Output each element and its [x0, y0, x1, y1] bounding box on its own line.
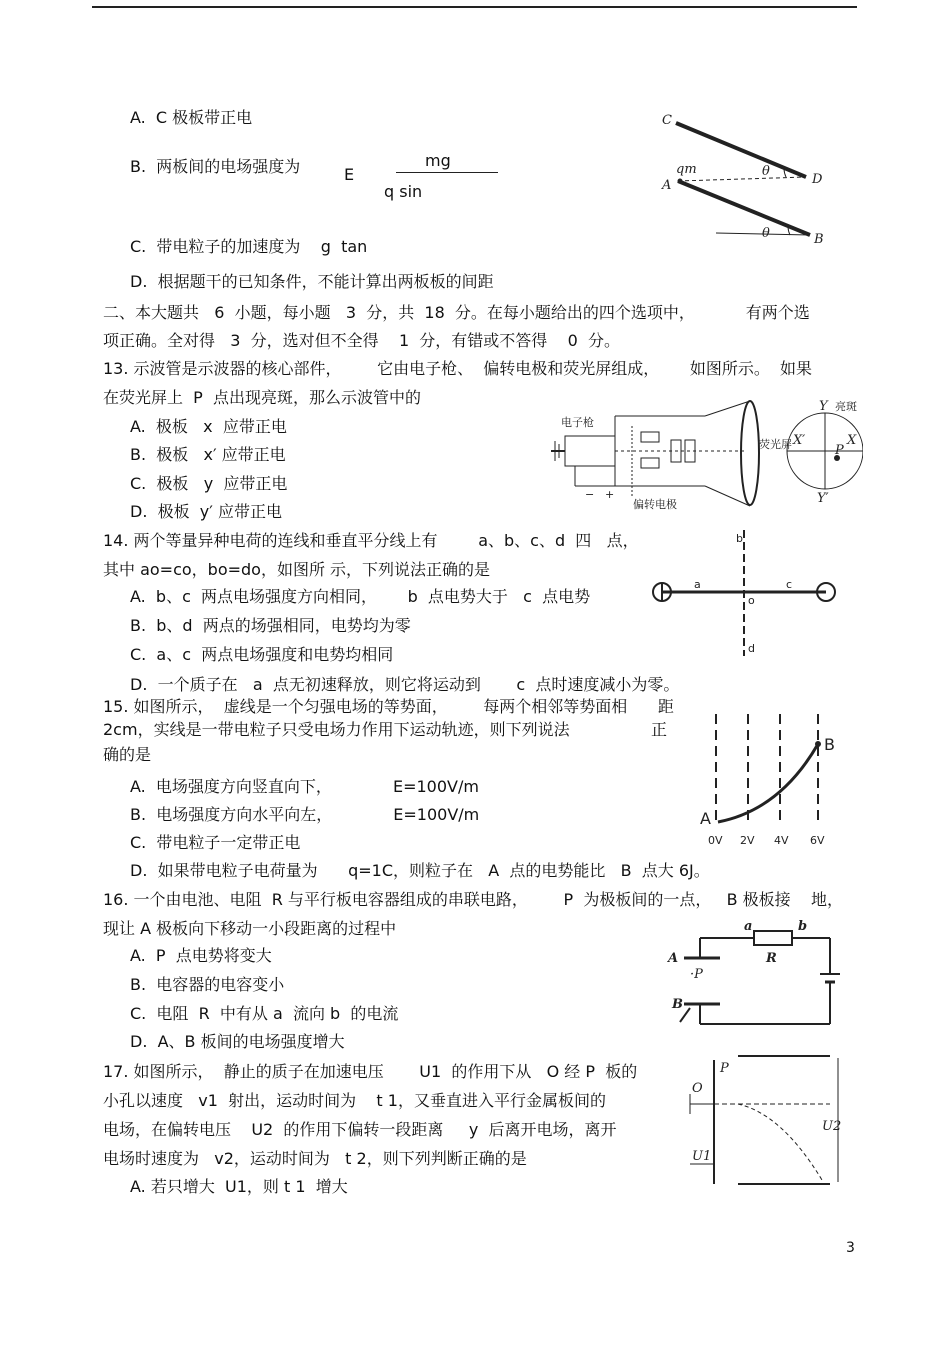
fig13-label-y: Y	[819, 399, 828, 414]
fig14-label-c: c	[786, 578, 793, 591]
fig17-label-u2: U2	[822, 1119, 842, 1134]
fig12-label-qm: qm	[676, 162, 697, 177]
fig15-label-2v: 2V	[740, 834, 755, 847]
fig16-label-r: R	[766, 951, 777, 966]
figure-q15-equipotential	[700, 710, 850, 850]
fig14-label-a: a	[694, 578, 701, 591]
fig14-label-d: d	[748, 642, 755, 655]
q13-option-d: D. 极板 y′ 应带正电	[130, 502, 282, 521]
q17-stem-line4: 电场时速度为 v2，运动时间为 t 2，则下列判断正确的是	[103, 1149, 527, 1168]
fig17-label-u1: U1	[692, 1149, 712, 1164]
figure-q17-deflection	[672, 1054, 852, 1190]
fig13-label-screen: 荧光屏	[759, 438, 792, 451]
figure-q13-oscilloscope	[545, 396, 863, 514]
fig13-label-yp: Y′	[817, 491, 829, 506]
fig13-label-plus: +	[605, 488, 615, 501]
q12-formula-e: E	[344, 165, 355, 184]
fig12-label-d: D	[812, 172, 823, 187]
q15-option-a: A. 电场强度方向竖直向下， E=100V/m	[130, 777, 479, 796]
figure-q12-plates	[656, 105, 836, 253]
q14-option-d: D. 一个质子在 a 点无初速释放，则它将运动到 c 点时速度减小为零。	[130, 675, 680, 694]
section2-line2: 项正确。全对得 3 分，选对但不全得 1 分，有错或不答得 0 分。	[103, 331, 621, 350]
fig16-label-b-plate: B	[672, 997, 683, 1012]
q12-option-a: A. C 极板带正电	[130, 108, 253, 127]
q12-fraction-bar	[396, 172, 498, 173]
fig14-label-o: o	[748, 594, 755, 607]
q15-stem-line1: 15. 如图所示， 虚线是一个匀强电场的等势面， 每两个相邻等势面相 距	[103, 697, 674, 716]
q14-stem-line1: 14. 两个等量异种电荷的连线和垂直平分线上有 a、b、c、d 四 点，	[103, 531, 639, 550]
q17-stem-line1: 17. 如图所示， 静止的质子在加速电压 U1 的作用下从 O 经 P 板的	[103, 1062, 638, 1081]
q12-option-c: C. 带电粒子的加速度为 g tan	[130, 237, 368, 256]
q13-stem-line2: 在荧光屏上 P 点出现亮斑，那么示波管中的	[103, 388, 421, 407]
q17-stem-line2: 小孔以速度 v1 射出，运动时间为 t 1，又垂直进入平行金属板间的	[103, 1091, 606, 1110]
q13-stem-line1: 13. 示波管是示波器的核心部件， 它由电子枪、 偏转电极和荧光屏组成， 如图所示。 如果	[103, 359, 812, 378]
q16-option-c: C. 电阻 R 中有从 a 流向 b 的电流	[130, 1004, 399, 1023]
figure-q14-charges	[650, 526, 840, 660]
fig15-label-b: B	[824, 735, 835, 754]
top-rule	[92, 6, 857, 8]
q17-option-a: A. 若只增大 U1，则 t 1 增大	[130, 1177, 348, 1196]
fig16-label-b: b	[798, 919, 808, 934]
q16-option-b: B. 电容器的电容变小	[130, 975, 285, 994]
fig15-label-6v: 6V	[810, 834, 825, 847]
fig15-label-0v: 0V	[708, 834, 723, 847]
q12-option-b: B. 两板间的电场强度为	[130, 157, 301, 176]
q15-option-c: C. 带电粒子一定带正电	[130, 833, 301, 852]
q12-formula-denominator: q sin	[384, 182, 423, 201]
q14-option-c: C. a、c 两点电场强度和电势均相同	[130, 645, 394, 664]
fig12-theta-2: θ	[762, 226, 770, 241]
page-number: 3	[846, 1240, 855, 1256]
q14-option-b: B. b、d 两点的场强相同，电势均为零	[130, 616, 411, 635]
fig13-label-xp: X′	[793, 433, 806, 448]
q12-option-d: D. 根据题干的已知条件，不能计算出两板板的间距	[130, 272, 494, 291]
section2-line1: 二、本大题共 6 小题，每小题 3 分，共 18 分。在每小题给出的四个选项中， 有两个选	[103, 303, 810, 322]
q15-option-d: D. 如果带电粒子电荷量为 q=1C，则粒子在 A 点的电势能比 B 点大 6J。	[130, 861, 710, 880]
fig16-label-p: ·P	[690, 967, 703, 982]
q14-stem-line2: 其中 ao=co，bo=do，如图所 示，下列说法正确的是	[103, 560, 491, 579]
q13-option-b: B. 极板 x′ 应带正电	[130, 445, 286, 464]
figure-q16-circuit	[664, 918, 854, 1042]
q16-option-d: D. A、B 板间的电场强度增大	[130, 1032, 345, 1051]
q13-option-c: C. 极板 y 应带正电	[130, 474, 288, 493]
fig16-label-a-plate: A	[668, 951, 679, 966]
fig12-label-b: B	[814, 232, 824, 247]
fig13-label-p: P	[835, 443, 844, 458]
fig14-label-b: b	[736, 532, 743, 545]
fig13-label-deflect: 偏转电极	[633, 498, 677, 511]
fig13-label-spot: 亮斑	[835, 400, 857, 413]
q13-option-a: A. 极板 x 应带正电	[130, 417, 287, 436]
fig13-label-x: X	[847, 433, 857, 448]
fig13-label-gun: 电子枪	[561, 416, 594, 429]
q15-stem-line2: 2cm，实线是一带电粒子只受电场力作用下运动轨迹，则下列说法 正	[103, 720, 667, 739]
q17-stem-line3: 电场，在偏转电压 U2 的作用下偏转一段距离 y 后离开电场，离开	[103, 1120, 617, 1139]
fig17-label-o: O	[692, 1081, 703, 1096]
fig12-label-c: C	[662, 113, 672, 128]
fig12-theta-1: θ	[762, 164, 770, 179]
q15-option-b: B. 电场强度方向水平向左， E=100V/m	[130, 805, 480, 824]
q12-formula-numerator: mg	[425, 151, 451, 170]
fig12-label-a: A	[662, 178, 672, 193]
fig13-label-minus: −	[585, 488, 595, 501]
fig15-label-4v: 4V	[774, 834, 789, 847]
fig17-label-p: P	[720, 1061, 729, 1076]
q16-option-a: A. P 点电势将变大	[130, 946, 272, 965]
q16-stem-line1: 16. 一个由电池、电阻 R 与平行板电容器组成的串联电路， P 为极板间的一点， B 极板接 地，	[103, 890, 843, 909]
fig15-label-a: A	[700, 809, 711, 828]
fig16-label-a: a	[744, 919, 753, 934]
q15-stem-line3: 确的是	[103, 745, 152, 764]
q14-option-a: A. b、c 两点电场强度方向相同， b 点电势大于 c 点电势	[130, 587, 591, 606]
q16-stem-line2: 现让 A 极板向下移动一小段距离的过程中	[103, 919, 397, 938]
